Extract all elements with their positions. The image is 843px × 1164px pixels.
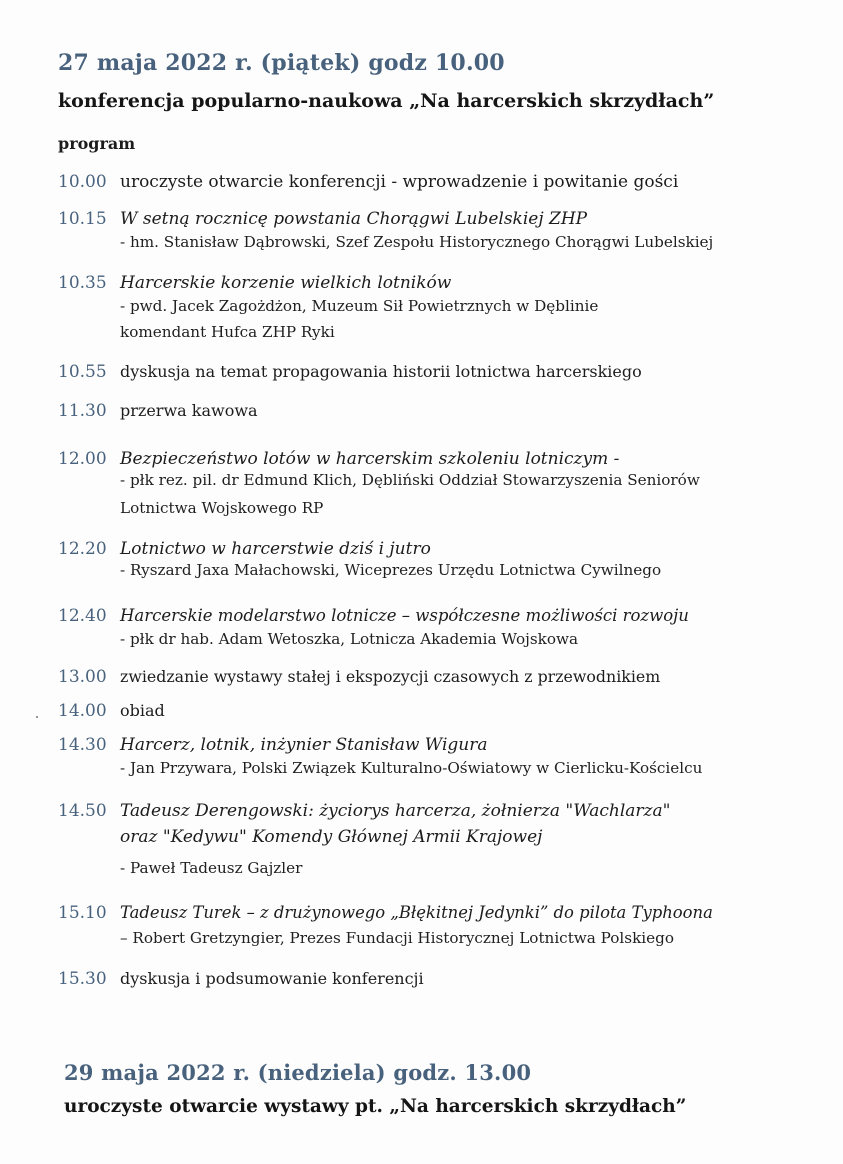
entry-title: dyskusja na temat propagowania historii lotnictwa harcerskiego: [120, 362, 642, 381]
entry-title: Harcerskie modelarstwo lotnicze – współczesne możliwości rozwoju: [120, 606, 689, 625]
entry-speaker: - płk rez. pil. dr Edmund Klich, Dębliński Oddział Stowarzyszenia Seniorów: [120, 471, 700, 489]
entry-title-continued: oraz "Kedywu" Komendy Głównej Armii Krajowej: [120, 827, 543, 847]
entry-time: 15.30: [58, 969, 107, 989]
entry-title: dyskusja i podsumowanie konferencji: [120, 969, 424, 988]
entry-time: 11.30: [58, 401, 107, 421]
entry-title: Harcerskie korzenie wielkich lotników: [120, 273, 452, 293]
entry-title: uroczyste otwarcie konferencji - wprowadzenie i powitanie gości: [120, 172, 679, 192]
entry-time: 10.55: [58, 362, 107, 382]
entry-title: W setną rocznicę powstania Chorągwi Lubelskiej ZHP: [120, 209, 588, 229]
entry-time: 12.40: [58, 606, 107, 626]
entry-title: zwiedzanie wystawy stałej i ekspozycji czasowych z przewodnikiem: [120, 667, 661, 686]
entry-title: przerwa kawowa: [120, 401, 258, 420]
entry-time: 14.30: [58, 735, 107, 755]
day1-event-title: konferencja popularno-naukowa „Na harcerskich skrzydłach”: [58, 90, 715, 112]
entry-time: 10.35: [58, 273, 107, 293]
scan-speck: [36, 716, 38, 718]
entry-speaker: - Ryszard Jaxa Małachowski, Wiceprezes Urzędu Lotnictwa Cywilnego: [120, 561, 662, 579]
day2-event-title: uroczyste otwarcie wystawy pt. „Na harcerskich skrzydłach”: [64, 1096, 687, 1117]
entry-time: 14.00: [58, 701, 107, 721]
entry-time: 10.00: [58, 172, 107, 192]
entry-speaker: – Robert Gretzyngier, Prezes Fundacji Historycznej Lotnictwa Polskiego: [120, 929, 674, 947]
entry-speaker: - hm. Stanisław Dąbrowski, Szef Zespołu Historycznego Chorągwi Lubelskiej: [120, 233, 714, 251]
entry-speaker-org: Lotnictwa Wojskowego RP: [120, 499, 324, 517]
entry-speaker: - Jan Przywara, Polski Związek Kulturalno-Oświatowy w Cierlicku-Kościelcu: [120, 759, 703, 777]
entry-speaker-role: komendant Hufca ZHP Ryki: [120, 323, 335, 341]
entry-time: 14.50: [58, 801, 107, 821]
entry-title: Tadeusz Derengowski: życiorys harcerza, żołnierza "Wachlarza": [120, 801, 671, 821]
day1-date-heading: 27 maja 2022 r. (piątek) godz 10.00: [58, 50, 505, 76]
entry-title: Tadeusz Turek – z drużynowego „Błękitnej Jedynki” do pilota Typhoona: [120, 903, 713, 922]
entry-time: 10.15: [58, 209, 107, 229]
entry-speaker: - pwd. Jacek Zagożdżon, Muzeum Sił Powietrznych w Dęblinie: [120, 297, 599, 315]
entry-title: Harcerz, lotnik, inżynier Stanisław Wigura: [120, 735, 488, 755]
entry-title: Lotnictwo w harcerstwie dziś i jutro: [120, 539, 431, 559]
entry-time: 13.00: [58, 667, 107, 687]
entry-speaker: - Paweł Tadeusz Gajzler: [120, 859, 303, 877]
entry-time: 12.20: [58, 539, 107, 559]
program-label: program: [58, 134, 136, 153]
entry-time: 12.00: [58, 449, 107, 469]
entry-time: 15.10: [58, 903, 107, 923]
entry-speaker: - płk dr hab. Adam Wetoszka, Lotnicza Akademia Wojskowa: [120, 630, 579, 648]
day2-date-heading: 29 maja 2022 r. (niedziela) godz. 13.00: [64, 1060, 532, 1085]
entry-title: obiad: [120, 701, 165, 720]
entry-title: Bezpieczeństwo lotów w harcerskim szkoleniu lotniczym -: [120, 449, 620, 469]
